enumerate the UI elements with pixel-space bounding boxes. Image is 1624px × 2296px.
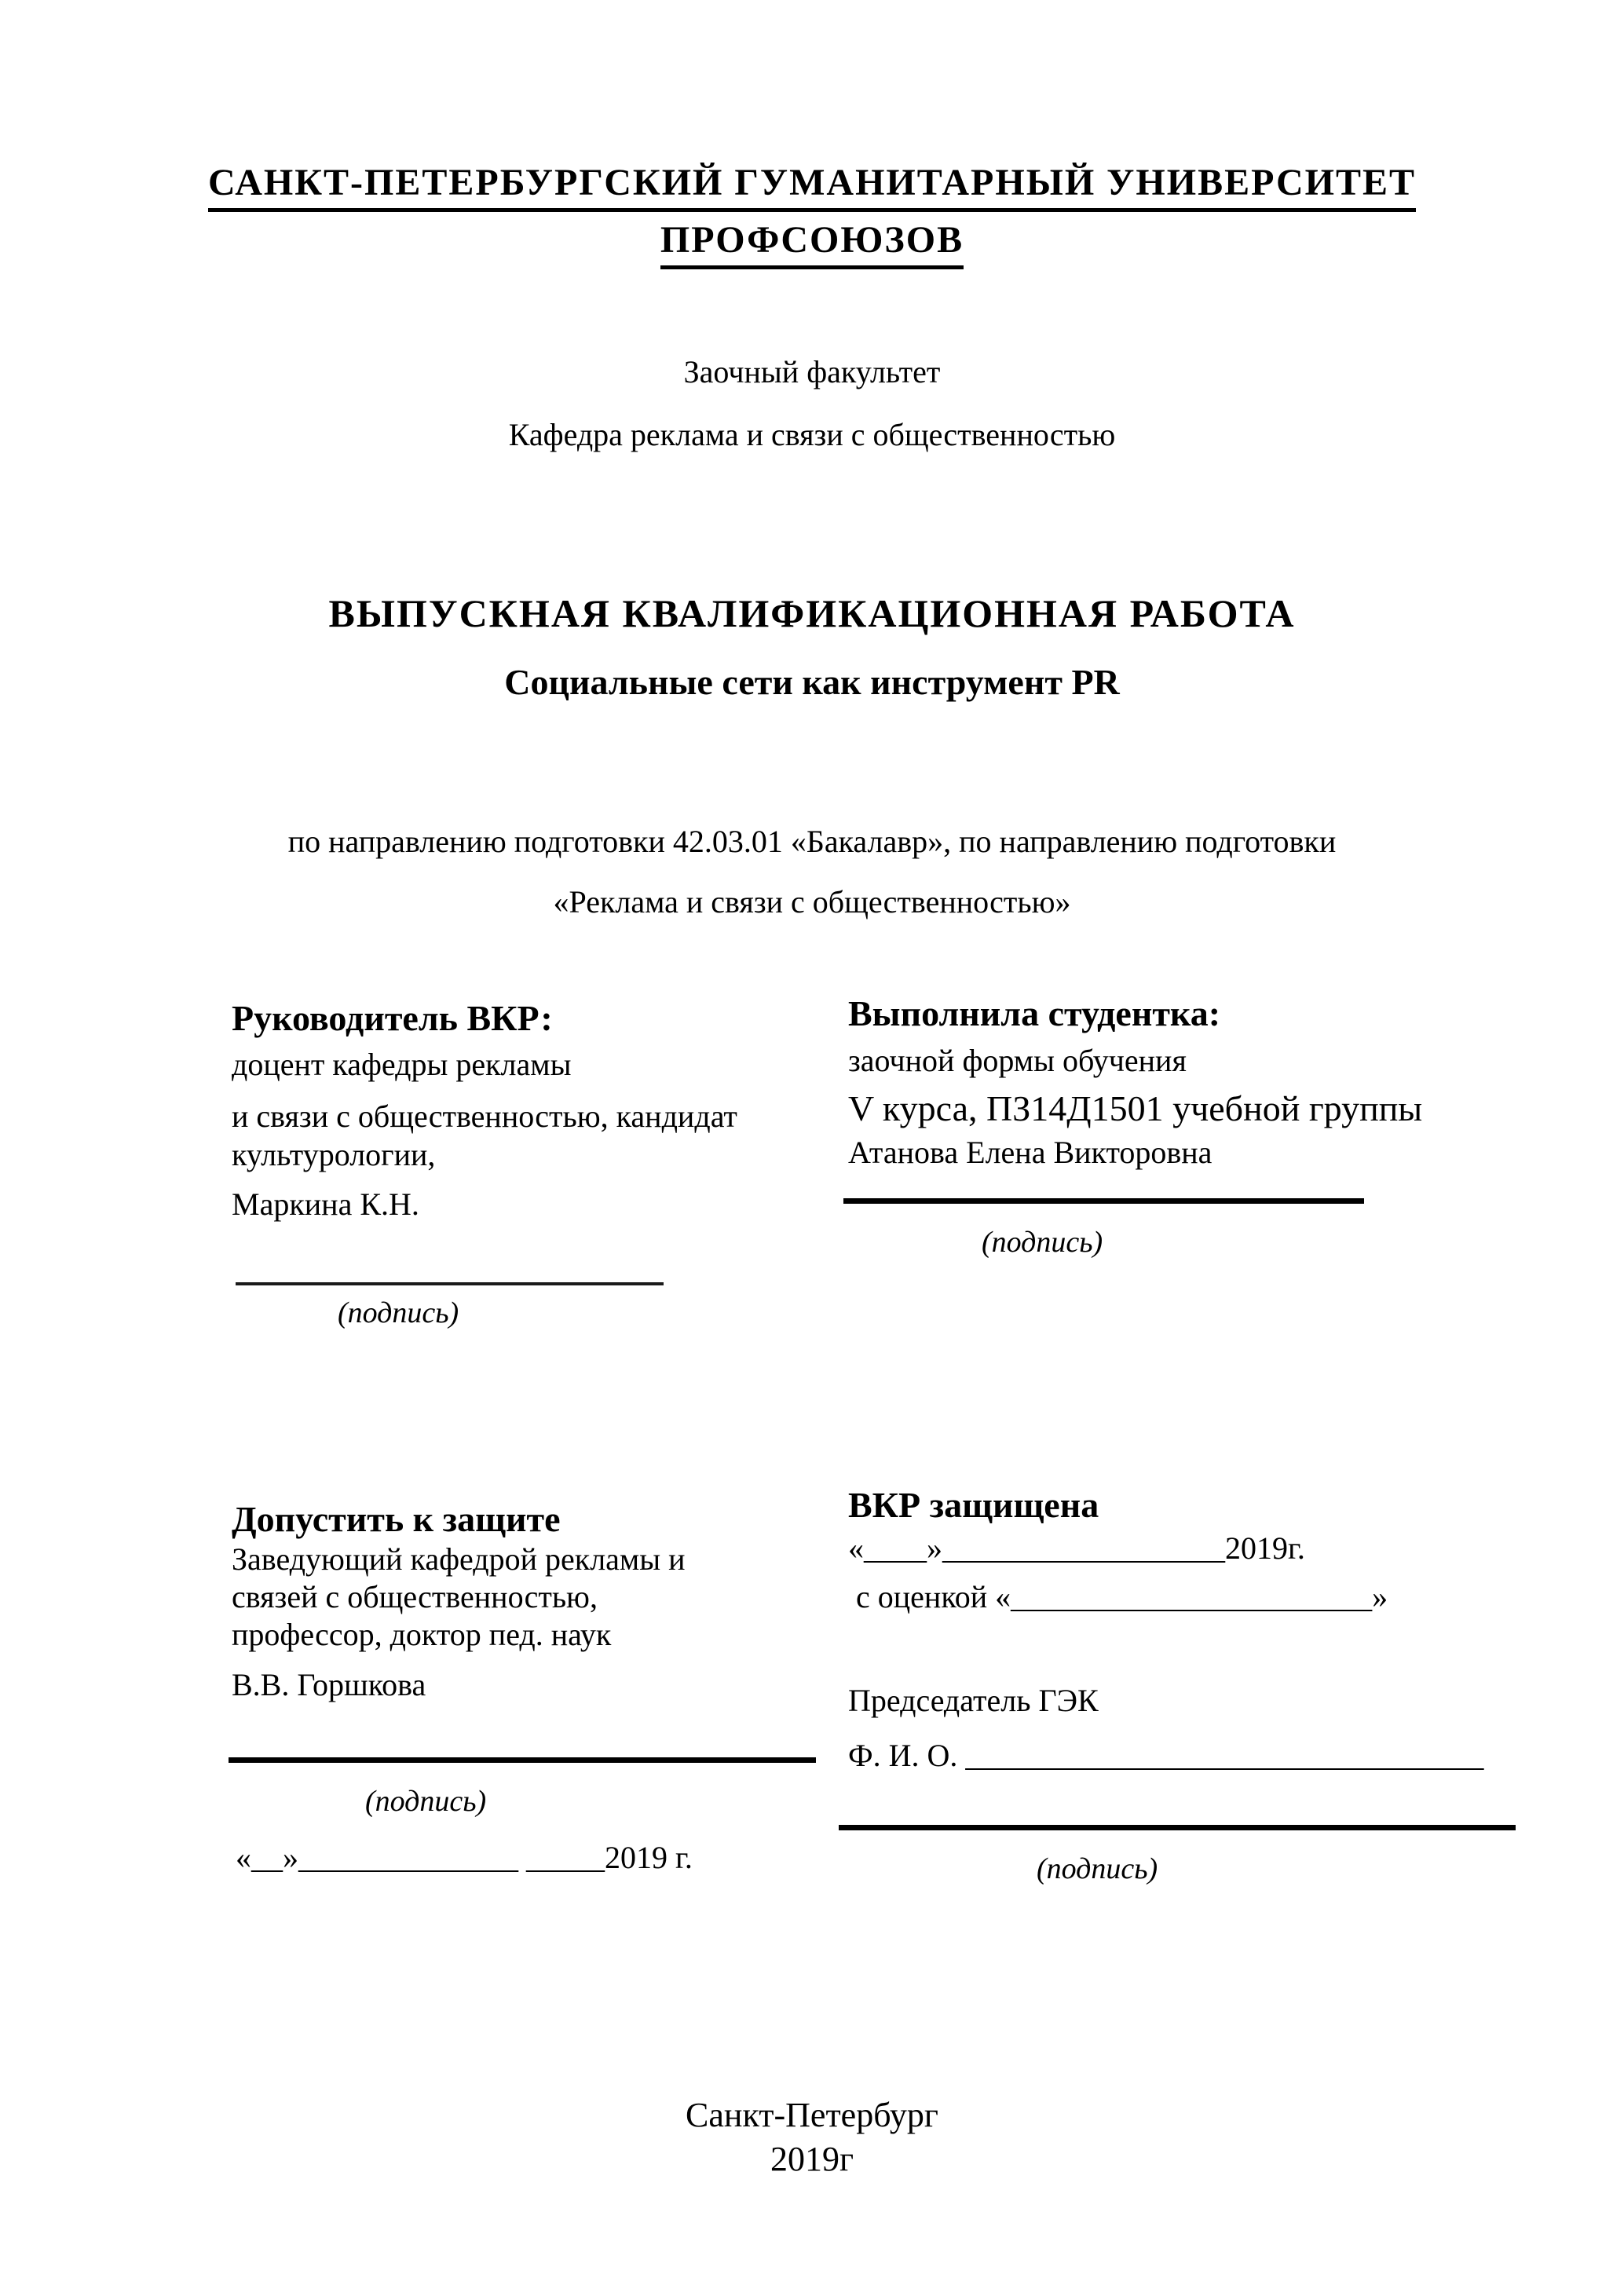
work-title: Социальные сети как инструмент PR <box>504 662 1120 702</box>
university-name-line-2 <box>0 218 1624 269</box>
defense-signature-caption: (подпись) <box>1037 1852 1158 1885</box>
admission-position-line-2: связей с общественностью, <box>232 1579 598 1614</box>
university-name-line-1-text: САНКТ-ПЕТЕРБУРГСКИЙ ГУМАНИТАРНЫЙ УНИВЕРСИТЕТ <box>208 161 1416 212</box>
admission-position-line-1: Заведующий кафедрой рекламы и <box>232 1541 686 1577</box>
admission-signature-line <box>229 1757 816 1763</box>
student-heading: Выполнила студентка: <box>848 993 1221 1033</box>
admission-signature-caption: (подпись) <box>365 1785 487 1818</box>
supervisor-signature-caption: (подпись) <box>338 1296 459 1329</box>
student-name: Атанова Елена Викторовна <box>848 1135 1213 1170</box>
student-mode-line: заочной формы обучения <box>848 1043 1187 1078</box>
admission-heading: Допустить к защите <box>232 1499 561 1539</box>
faculty-line: Заочный факультет <box>683 354 941 389</box>
work-type-heading: ВЫПУСКНАЯ КВАЛИФИКАЦИОННАЯ РАБОТА <box>328 591 1296 635</box>
student-signature-caption: (подпись) <box>982 1226 1103 1259</box>
admission-position-line-3: профессор, доктор пед. наук <box>232 1617 612 1652</box>
admission-date-blank: «__»______________ _____2019 г. <box>236 1840 693 1875</box>
footer-city: Санкт-Петербург <box>686 2096 938 2134</box>
student-signature-line <box>843 1198 1364 1204</box>
defense-fio-blank: Ф. И. О. _________________________________ <box>848 1738 1484 1773</box>
supervisor-name: Маркина К.Н. <box>232 1186 419 1222</box>
defense-date-blank: «____»__________________2019г. <box>848 1530 1305 1566</box>
supervisor-position-line-1: доцент кафедры рекламы <box>232 1047 572 1082</box>
university-name-line-1 <box>0 161 1624 212</box>
defense-heading: ВКР защищена <box>848 1485 1099 1525</box>
defense-grade-blank: с оценкой «_______________________» <box>856 1579 1388 1614</box>
university-name-line-2-text: ПРОФСОЮЗОВ <box>660 218 964 269</box>
defense-signature-line <box>839 1825 1516 1830</box>
supervisor-position-line-2: и связи с общественностью, кандидат <box>232 1099 737 1134</box>
supervisor-heading: Руководитель ВКР: <box>232 998 553 1038</box>
direction-line-1: по направлению подготовки 42.03.01 «Бакалавр», по направлению подготовки <box>287 824 1337 859</box>
direction-line-2: «Реклама и связи с общественностью» <box>553 884 1071 919</box>
footer-year: 2019г <box>770 2140 854 2178</box>
student-group-line: V курса, ПЗ14Д1501 учебной группы <box>848 1088 1423 1128</box>
supervisor-signature-line <box>236 1282 664 1285</box>
supervisor-position-line-3: культурологии, <box>232 1137 436 1172</box>
department-line: Кафедра реклама и связи с общественностью <box>508 417 1116 452</box>
admission-name: В.В. Горшкова <box>232 1667 426 1702</box>
defense-chairman-label: Председатель ГЭК <box>848 1683 1099 1718</box>
